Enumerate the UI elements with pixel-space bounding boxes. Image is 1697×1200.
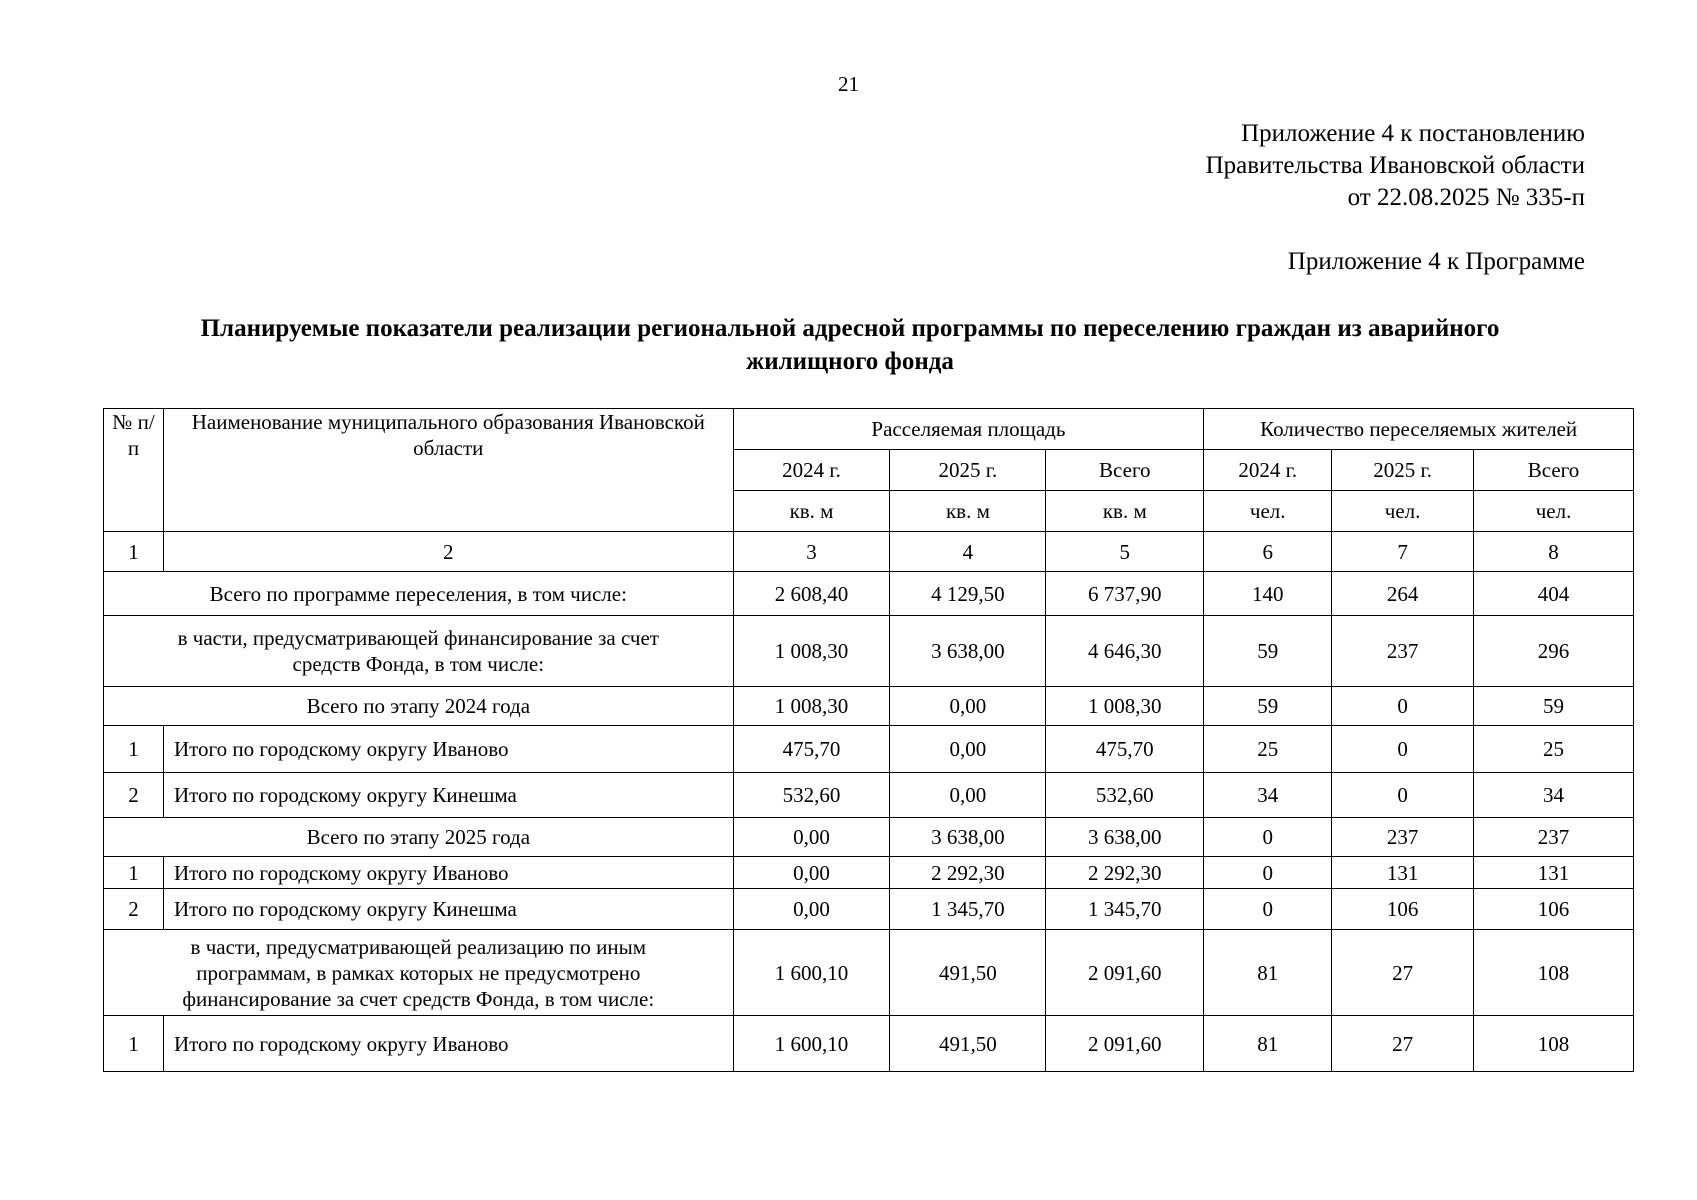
col-number: 5 <box>1046 532 1204 572</box>
cell-res-total: 25 <box>1474 726 1634 773</box>
row-name: в части, предусматривающей финансирование за счет средств Фонда, в том числе: <box>104 616 734 687</box>
cell-area-total: 2 091,60 <box>1046 1016 1204 1072</box>
appendix-program: Приложение 4 к Программе <box>1287 248 1585 275</box>
col-number: 4 <box>890 532 1046 572</box>
row-name: Всего по этапу 2025 года <box>104 818 734 857</box>
row-num: 1 <box>104 857 164 889</box>
row-name: Всего по программе переселения, в том числе: <box>104 572 734 616</box>
cell-res-2024: 0 <box>1204 889 1332 930</box>
header-year: Всего <box>1474 450 1634 491</box>
col-number: 8 <box>1474 532 1634 572</box>
cell-area-2025: 491,50 <box>890 930 1046 1016</box>
cell-res-2024: 59 <box>1204 616 1332 687</box>
row-name: Итого по городскому округу Иваново <box>163 726 733 773</box>
col-number: 6 <box>1204 532 1332 572</box>
table-row <box>104 726 1634 773</box>
table-row <box>104 818 1634 857</box>
cell-area-2025: 3 638,00 <box>890 818 1046 857</box>
col-number: 2 <box>163 532 733 572</box>
cell-area-total: 2 292,30 <box>1046 857 1204 889</box>
header-year: 2025 г. <box>890 450 1046 491</box>
cell-res-2025: 106 <box>1332 889 1474 930</box>
col-number: 3 <box>733 532 890 572</box>
cell-area-total: 4 646,30 <box>1046 616 1204 687</box>
header-unit: чел. <box>1332 491 1474 532</box>
appendix-line: Приложение 4 к постановлению <box>1241 120 1585 147</box>
cell-res-2025: 0 <box>1332 726 1474 773</box>
row-name: Всего по этапу 2024 года <box>104 687 734 726</box>
cell-area-2025: 1 345,70 <box>890 889 1046 930</box>
cell-area-2025: 4 129,50 <box>890 572 1046 616</box>
cell-res-total: 296 <box>1474 616 1634 687</box>
document-title <box>100 312 1600 378</box>
title-line: жилищного фонда <box>746 348 954 375</box>
header-area-group: Расселяемая площадь <box>733 409 1204 450</box>
cell-area-2024: 2 608,40 <box>733 572 890 616</box>
col-number: 7 <box>1332 532 1474 572</box>
cell-res-total: 106 <box>1474 889 1634 930</box>
table-row <box>104 1016 1634 1072</box>
header-year: 2024 г. <box>733 450 890 491</box>
cell-res-total: 237 <box>1474 818 1634 857</box>
header-num: № п/п <box>104 409 164 532</box>
cell-area-total: 2 091,60 <box>1046 930 1204 1016</box>
row-name: Итого по городскому округу Кинешма <box>163 889 733 930</box>
row-num: 1 <box>104 726 164 773</box>
cell-area-2024: 1 600,10 <box>733 930 890 1016</box>
header-name: Наименование муниципального образования Ивановской области <box>163 409 733 532</box>
cell-area-2025: 0,00 <box>890 773 1046 818</box>
cell-res-2024: 34 <box>1204 773 1332 818</box>
cell-area-2024: 475,70 <box>733 726 890 773</box>
page-number: 21 <box>838 72 859 96</box>
table-row <box>104 889 1634 930</box>
cell-res-2025: 264 <box>1332 572 1474 616</box>
header-residents-group: Количество переселяемых жителей <box>1204 409 1634 450</box>
row-name: в части, предусматривающей реализацию по иным программам, в рамках которых не предусмотрено финансирование за счет средств Фонда, в том числе: <box>104 930 734 1016</box>
cell-area-2024: 1 008,30 <box>733 616 890 687</box>
header-row <box>104 409 1634 450</box>
column-numbers-row <box>104 532 1634 572</box>
header-unit: кв. м <box>890 491 1046 532</box>
cell-area-2025: 0,00 <box>890 726 1046 773</box>
cell-area-2025: 491,50 <box>890 1016 1046 1072</box>
cell-res-total: 131 <box>1474 857 1634 889</box>
cell-area-2024: 1 008,30 <box>733 687 890 726</box>
appendix-header <box>1206 118 1585 214</box>
cell-res-2024: 81 <box>1204 1016 1332 1072</box>
cell-res-total: 108 <box>1474 930 1634 1016</box>
title-line: Планируемые показатели реализации региональной адресной программы по переселению граждан из аварийного <box>200 315 1500 342</box>
cell-res-2025: 0 <box>1332 687 1474 726</box>
cell-res-2024: 59 <box>1204 687 1332 726</box>
cell-area-total: 1 345,70 <box>1046 889 1204 930</box>
table-row <box>104 930 1634 1016</box>
cell-res-2024: 0 <box>1204 857 1332 889</box>
cell-res-total: 108 <box>1474 1016 1634 1072</box>
cell-area-total: 3 638,00 <box>1046 818 1204 857</box>
cell-res-2024: 81 <box>1204 930 1332 1016</box>
cell-res-2025: 237 <box>1332 818 1474 857</box>
cell-res-2024: 0 <box>1204 818 1332 857</box>
cell-area-total: 532,60 <box>1046 773 1204 818</box>
table-row <box>104 687 1634 726</box>
row-num: 1 <box>104 1016 164 1072</box>
col-number: 1 <box>104 532 164 572</box>
cell-res-2025: 27 <box>1332 930 1474 1016</box>
header-year: Всего <box>1046 450 1204 491</box>
cell-res-2025: 0 <box>1332 773 1474 818</box>
cell-area-2024: 0,00 <box>733 818 890 857</box>
cell-area-total: 6 737,90 <box>1046 572 1204 616</box>
indicators-table <box>103 408 1634 1072</box>
cell-area-2025: 2 292,30 <box>890 857 1046 889</box>
cell-res-2024: 25 <box>1204 726 1332 773</box>
cell-area-2025: 3 638,00 <box>890 616 1046 687</box>
cell-area-2024: 532,60 <box>733 773 890 818</box>
row-name: Итого по городскому округу Иваново <box>163 857 733 889</box>
cell-res-2025: 131 <box>1332 857 1474 889</box>
row-name: Итого по городскому округу Иваново <box>163 1016 733 1072</box>
cell-area-2024: 0,00 <box>733 889 890 930</box>
cell-area-2024: 0,00 <box>733 857 890 889</box>
table-row <box>104 773 1634 818</box>
header-unit: чел. <box>1204 491 1332 532</box>
cell-area-total: 1 008,30 <box>1046 687 1204 726</box>
header-unit: кв. м <box>1046 491 1204 532</box>
table-row <box>104 616 1634 687</box>
cell-area-total: 475,70 <box>1046 726 1204 773</box>
cell-res-2025: 27 <box>1332 1016 1474 1072</box>
cell-area-2025: 0,00 <box>890 687 1046 726</box>
row-num: 2 <box>104 773 164 818</box>
cell-area-2024: 1 600,10 <box>733 1016 890 1072</box>
cell-res-total: 34 <box>1474 773 1634 818</box>
cell-res-total: 59 <box>1474 687 1634 726</box>
table-row <box>104 572 1634 616</box>
header-year: 2025 г. <box>1332 450 1474 491</box>
appendix-line: Правительства Ивановской области <box>1205 152 1585 179</box>
table-row <box>104 857 1634 889</box>
appendix-line: от 22.08.2025 № 335-п <box>1347 184 1585 211</box>
cell-res-2024: 140 <box>1204 572 1332 616</box>
header-unit: кв. м <box>733 491 890 532</box>
row-name: Итого по городскому округу Кинешма <box>163 773 733 818</box>
header-unit: чел. <box>1474 491 1634 532</box>
cell-res-2025: 237 <box>1332 616 1474 687</box>
cell-res-total: 404 <box>1474 572 1634 616</box>
header-year: 2024 г. <box>1204 450 1332 491</box>
row-num: 2 <box>104 889 164 930</box>
